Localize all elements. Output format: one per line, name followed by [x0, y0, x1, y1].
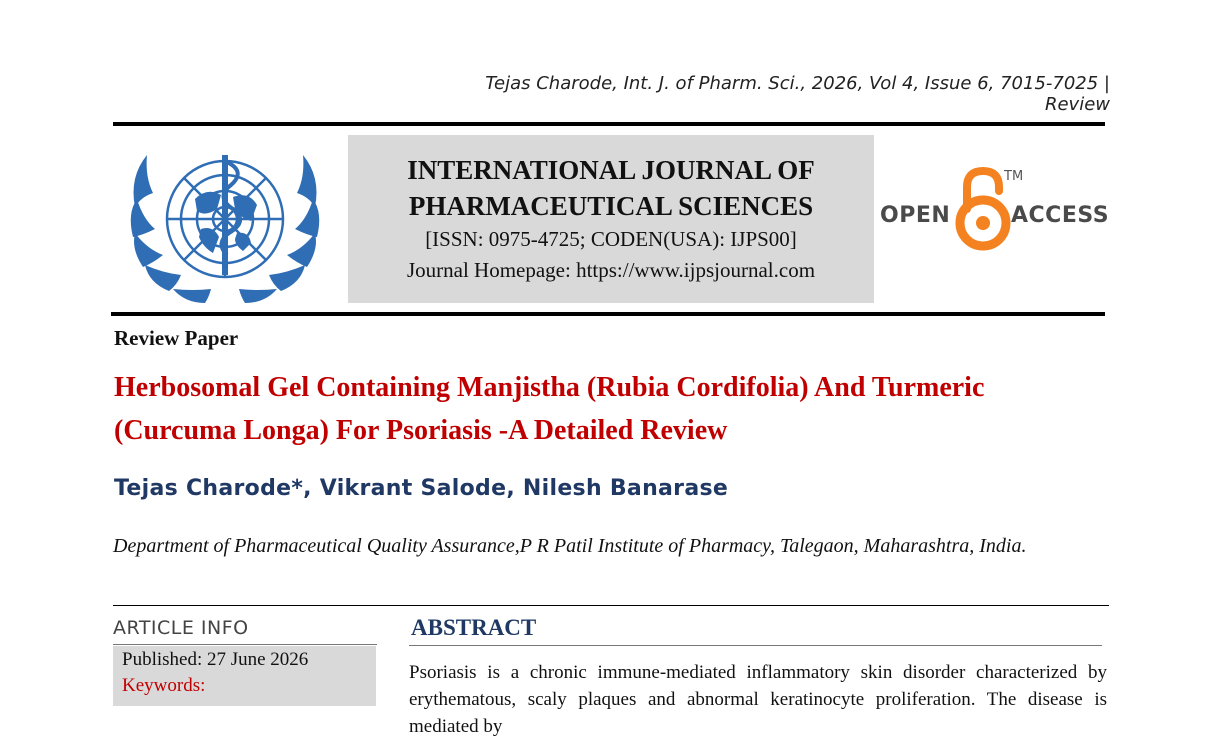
article-info-rule — [113, 644, 377, 645]
journal-title-line1: INTERNATIONAL JOURNAL OF — [407, 155, 815, 185]
open-access-access-label: ACCESS — [1011, 203, 1110, 228]
article-info-box — [113, 646, 376, 706]
journal-title — [348, 152, 874, 224]
author-list: Tejas Charode*, Vikrant Salode, Nilesh Banarase — [114, 476, 729, 501]
open-access-trademark: TM — [1004, 169, 1024, 184]
abstract-text: Psoriasis is a chronic immune-mediated inflammatory skin disorder characterized by erythematous, scaly plaques and abnormal keratinocyte proliferation. The disease is mediated by — [409, 662, 1107, 737]
author-affiliation: Department of Pharmaceutical Quality Assurance,P R Patil Institute of Pharmacy, Talegaon, Maharashtra, India. — [113, 535, 1027, 557]
header-top-rule — [113, 122, 1105, 126]
open-access-open-label: OPEN — [880, 203, 951, 228]
paper-type: Review Paper — [114, 326, 239, 350]
journal-homepage: Journal Homepage: https://www.ijpsjournal.com — [406, 258, 816, 282]
abstract-rule — [409, 645, 1102, 646]
open-access-logo — [880, 165, 1110, 255]
article-info-heading: ARTICLE INFO — [113, 617, 249, 639]
section-divider — [113, 605, 1109, 606]
citation-header: Tejas Charode, Int. J. of Pharm. Sci., 2026, Vol 4, Issue 6, 7015-7025 | Review — [485, 73, 1110, 115]
journal-issn: [ISSN: 0975-4725; CODEN(USA): IJPS00] — [425, 227, 797, 251]
keywords-label: Keywords: — [122, 675, 206, 696]
abstract-heading: ABSTRACT — [411, 615, 537, 640]
published-date: Published: 27 June 2026 — [122, 649, 309, 670]
open-access-lock-icon — [955, 165, 1011, 251]
header-bottom-rule — [111, 312, 1105, 316]
paper-title: Herbosomal Gel Containing Manjistha (Rubia Cordifolia) And Turmeric (Curcuma Longa) For Psoriasis -A Detailed Review — [114, 372, 985, 446]
journal-emblem-icon — [125, 137, 325, 307]
journal-title-line2: PHARMACEUTICAL SCIENCES — [408, 191, 814, 221]
journal-title-box — [348, 135, 874, 303]
